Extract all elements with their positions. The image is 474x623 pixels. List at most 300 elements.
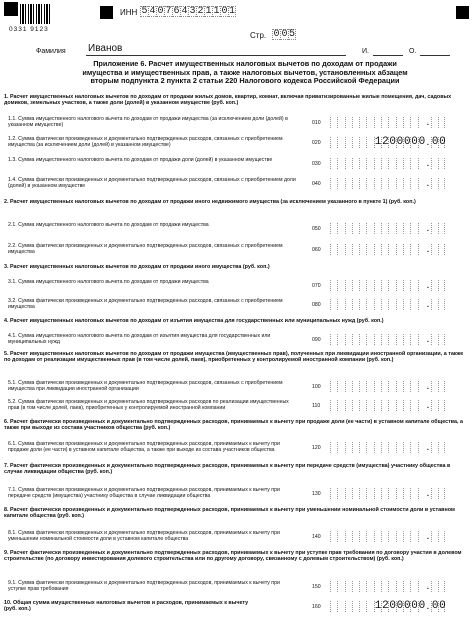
decimal-point: .: [426, 530, 430, 542]
kop-cell: [438, 299, 445, 310]
rub-cell: 0: [411, 600, 418, 612]
rub-cell: [396, 117, 403, 128]
rub-cell: 1: [374, 600, 382, 612]
rub-cell: [381, 442, 388, 453]
kop-field: [431, 244, 446, 255]
rub-cell: [418, 178, 425, 189]
row-code: 140: [312, 534, 321, 540]
initial-i-label: И.: [362, 48, 369, 55]
rub-cell: [410, 117, 417, 128]
row-code: 150: [312, 584, 321, 590]
rub-cell: [418, 244, 425, 255]
section-heading: 6. Расчет фактически произведенных и документально подтвержденных расходов, принимаемых к вычету при продаже доли (ее части) в уставном капитале общества, а также при выходе из состава участников общества (руб. коп.): [4, 419, 463, 432]
rub-cell: [396, 178, 403, 189]
kop-cell: [438, 400, 445, 411]
rub-cell: [388, 299, 395, 310]
rub-cell: [345, 158, 352, 169]
rub-cell: [374, 581, 381, 592]
digit-cell: 1: [213, 6, 220, 17]
rub-cell: [396, 244, 403, 255]
rub-cell: [381, 117, 388, 128]
amount-field[interactable]: [330, 488, 445, 499]
rub-cell: [330, 581, 337, 592]
rub-cell: [359, 334, 366, 345]
rub-cell: [345, 334, 352, 345]
rub-cell: [410, 581, 417, 592]
rub-cell: [396, 581, 403, 592]
kop-cell: [431, 117, 438, 128]
rub-cell: [352, 442, 359, 453]
rub-cell: [418, 442, 425, 453]
rub-cell: [337, 158, 344, 169]
rub-cell: [396, 299, 403, 310]
rub-cell: [418, 531, 425, 542]
rub-cell: [381, 581, 388, 592]
barcode: [20, 4, 50, 24]
section-heading: 3. Расчет имущественных налоговых вычетов по доходам от продажи иного имущества (руб. коп.): [4, 264, 270, 270]
rub-cell: [337, 601, 344, 612]
rub-cell: [359, 531, 366, 542]
rub-cell: [345, 601, 352, 612]
kop-cell: [438, 531, 445, 542]
surname-value[interactable]: Иванов: [88, 43, 123, 54]
amount-field[interactable]: [330, 158, 445, 169]
kop-field: [431, 488, 446, 499]
rub-cell: [381, 244, 388, 255]
rub-cell: [345, 244, 352, 255]
rub-cell: [345, 531, 352, 542]
rub-cell: [330, 488, 337, 499]
rub-cell: [330, 400, 337, 411]
rub-cell: [388, 381, 395, 392]
rub-cell: [418, 117, 425, 128]
rub-cell: [381, 299, 388, 310]
row-label: 2.2. Сумма фактически произведенных и документально подтвержденных расходов, связанных с приобретением имущества: [8, 243, 283, 255]
row-label: 3.1. Сумма имущественного налогового вычета по доходам от продажи имущества: [8, 279, 209, 285]
rub-cell: [388, 178, 395, 189]
kop-cell: [431, 299, 438, 310]
rub-cell: [403, 117, 410, 128]
kop-cell: [431, 280, 438, 291]
kop-cell: [438, 280, 445, 291]
digit-cell: 0: [221, 6, 228, 17]
kop-cell: 0: [439, 136, 446, 148]
amount-field[interactable]: [330, 601, 445, 612]
amount-field[interactable]: [330, 244, 445, 255]
rub-cell: [359, 244, 366, 255]
decimal-point: .: [426, 399, 430, 411]
decimal-point: .: [426, 580, 430, 592]
kop-cell: [438, 244, 445, 255]
kop-cell: [438, 442, 445, 453]
kop-field: [431, 280, 446, 291]
page-label: Стр.: [250, 31, 267, 40]
digit-cell: 0: [273, 29, 280, 40]
row-code: 020: [312, 140, 321, 146]
rub-cell: [337, 223, 344, 234]
rub-cell: [359, 581, 366, 592]
rub-cell: 0: [403, 600, 411, 612]
row-code: 080: [312, 302, 321, 308]
rub-cell: [330, 280, 337, 291]
rub-cell: [337, 117, 344, 128]
rub-cell: 2: [382, 136, 389, 148]
rub-cell: [366, 117, 373, 128]
rub-cell: [345, 442, 352, 453]
rub-cell: [337, 334, 344, 345]
rub-cell: [388, 223, 395, 234]
rub-cell: [359, 442, 366, 453]
rub-cell: [396, 334, 403, 345]
rub-cell: [418, 400, 425, 411]
rub-cell: [410, 223, 417, 234]
rub-cell: [388, 117, 395, 128]
kop-cell: 0: [431, 136, 439, 148]
section-heading: 5. Расчет имущественных налоговых вычетов по доходам от продажи имущества (имущественных прав), полученных при ликвидации иностранной организации, а также по доходам от реализации имущественных прав (в том числе долей, паев), приобретенных у контролируемой иностранной компании (руб. коп.): [4, 351, 464, 364]
digit-cell: 1: [229, 6, 236, 17]
amount-field[interactable]: [330, 442, 445, 453]
rub-cell: [403, 223, 410, 234]
rub-cell: [410, 244, 417, 255]
rub-cell: [418, 280, 425, 291]
rub-cell: [352, 531, 359, 542]
row-label: 4.1. Сумма имущественного налогового вычета по доходам от изъятия имущества для государственных или муниципальных нужд: [8, 333, 271, 345]
digit-cell: 0: [281, 29, 288, 40]
kop-field: [431, 581, 446, 592]
kop-cell: [438, 334, 445, 345]
rub-cell: [366, 280, 373, 291]
rub-cell: [330, 334, 337, 345]
rub-cell: [396, 442, 403, 453]
row-code: 050: [312, 226, 321, 232]
section-heading: 4. Расчет имущественных налоговых вычетов по доходам от изъятия имущества для государственных или муниципальных нужд (руб. коп.): [4, 318, 384, 324]
row-code: 010: [312, 120, 321, 126]
rub-cell: 0: [411, 136, 418, 148]
kop-cell: [431, 244, 438, 255]
row-label: 3.2. Сумма фактически произведенных и документально подтвержденных расходов, связанных с приобретением имущества: [8, 298, 283, 310]
corner-marker-left: [4, 2, 18, 16]
rub-cell: [374, 488, 381, 499]
rub-cell: [345, 488, 352, 499]
decimal-point: .: [426, 279, 430, 291]
rub-cell: [381, 400, 388, 411]
initial-o-underline: [420, 55, 450, 56]
rub-cell: [388, 531, 395, 542]
rub-cell: [330, 158, 337, 169]
rub-cell: [345, 400, 352, 411]
rub-cell: [374, 280, 381, 291]
kop-field: [431, 117, 446, 128]
kop-field: [431, 178, 446, 189]
kop-cell: [431, 158, 438, 169]
kop-cell: [431, 581, 438, 592]
digit-cell: 7: [165, 6, 172, 17]
rub-cell: [366, 299, 373, 310]
section-heading: 9. Расчет фактически произведенных и документально подтвержденных расходов, принимаемых к вычету при уступке прав требования по договору участия в долевом строительстве (по договору инвестирования долевого строительства или по другому договору, связанному с долевым строительством) (руб. коп.): [4, 550, 462, 563]
rub-cell: [374, 442, 381, 453]
rub-cell: 0: [418, 136, 426, 148]
amount-field[interactable]: [330, 117, 445, 128]
rub-cell: [403, 381, 410, 392]
rub-cell: [330, 299, 337, 310]
initial-i-underline: [373, 55, 403, 56]
rub-cell: [330, 223, 337, 234]
rub-cell: 0: [389, 136, 396, 148]
rub-cell: [345, 223, 352, 234]
rub-cell: [330, 442, 337, 453]
kop-cell: 0: [439, 600, 446, 612]
kop-cell: [438, 178, 445, 189]
rub-cell: [352, 299, 359, 310]
rub-cell: [374, 299, 381, 310]
decimal-point: .: [426, 177, 430, 189]
digit-cell: 0: [157, 6, 164, 17]
rub-cell: [330, 137, 337, 148]
kop-cell: [438, 158, 445, 169]
kop-cell: [431, 400, 438, 411]
rub-cell: [337, 280, 344, 291]
kop-field: [431, 400, 446, 411]
rub-cell: 0: [403, 136, 411, 148]
rub-cell: [337, 178, 344, 189]
rub-cell: [330, 531, 337, 542]
rub-cell: [337, 442, 344, 453]
row-code: 160: [312, 604, 321, 610]
row-code: 090: [312, 337, 321, 343]
kop-field: [431, 223, 446, 234]
rub-cell: [352, 488, 359, 499]
rub-cell: [388, 488, 395, 499]
row-code: 070: [312, 283, 321, 289]
rub-cell: [410, 299, 417, 310]
rub-cell: [366, 137, 373, 148]
decimal-point: .: [426, 380, 430, 392]
rub-cell: [403, 178, 410, 189]
rub-cell: [359, 137, 366, 148]
rub-cell: [359, 223, 366, 234]
row-label: 6.1. Сумма фактически произведенных и документально подтвержденных расходов, принимаемых к вычету при продаже доли (ее части) в уставном капитале общества, а также при выходе из состава участников общества: [8, 441, 280, 453]
amount-field[interactable]: [330, 400, 445, 411]
rub-cell: [366, 244, 373, 255]
rub-cell: [345, 117, 352, 128]
rub-cell: [337, 488, 344, 499]
rub-cell: [330, 601, 337, 612]
rub-cell: [396, 531, 403, 542]
decimal-point: .: [426, 441, 430, 453]
kop-field: [431, 334, 446, 345]
rub-cell: [352, 158, 359, 169]
rub-cell: [374, 178, 381, 189]
barcode-number: 0331 9123: [9, 26, 49, 33]
rub-cell: [381, 531, 388, 542]
rub-cell: [359, 178, 366, 189]
rub-cell: [388, 581, 395, 592]
rub-cell: [366, 158, 373, 169]
section-heading: 1. Расчет имущественных налоговых вычетов по доходам от продажи жилых домов, квартир, комнат, включая приватизированные жилые помещения, дач, садовых домиков, земельных участков, а также доли (долей) в указанном имуществе (руб. коп.): [4, 94, 452, 107]
rub-cell: [366, 531, 373, 542]
rub-cell: 2: [382, 600, 389, 612]
kop-cell: [438, 381, 445, 392]
rub-cell: [337, 581, 344, 592]
surname-underline: [86, 55, 346, 56]
digit-cell: 1: [205, 6, 212, 17]
row-code: 130: [312, 491, 321, 497]
rub-cell: [403, 299, 410, 310]
rub-cell: [374, 334, 381, 345]
rub-cell: 1: [374, 136, 382, 148]
rub-cell: [388, 244, 395, 255]
rub-cell: [366, 581, 373, 592]
digit-cell: 5: [289, 29, 296, 40]
rub-cell: [410, 531, 417, 542]
rub-cell: [359, 280, 366, 291]
rub-cell: [403, 158, 410, 169]
title-line-2: имущества и имущественных прав, а также налоговых вычетов, установленных абзацем: [82, 67, 408, 77]
amount-field[interactable]: [330, 299, 445, 310]
rub-cell: [381, 381, 388, 392]
rub-cell: [374, 381, 381, 392]
row-code: 120: [312, 445, 321, 451]
rub-cell: [352, 581, 359, 592]
decimal-point: .: [426, 298, 430, 310]
rub-cell: [366, 223, 373, 234]
digit-cell: 4: [149, 6, 156, 17]
kop-cell: [438, 117, 445, 128]
rub-cell: [359, 158, 366, 169]
rub-cell: [352, 137, 359, 148]
kop-cell: [438, 223, 445, 234]
rub-cell: [337, 137, 344, 148]
amount-field[interactable]: [330, 223, 445, 234]
rub-cell: [396, 381, 403, 392]
kop-field: [431, 601, 446, 612]
rub-cell: [418, 158, 425, 169]
rub-cell: [403, 280, 410, 291]
rub-cell: [366, 334, 373, 345]
digit-cell: 5: [141, 6, 148, 17]
rub-cell: [403, 442, 410, 453]
appendix-title: [40, 60, 450, 86]
decimal-point: .: [426, 243, 430, 255]
kop-field: [431, 299, 446, 310]
rub-cell: 0: [418, 600, 426, 612]
row-code: 110: [312, 403, 321, 409]
kop-cell: [438, 488, 445, 499]
kop-field: [431, 158, 446, 169]
rub-cell: [396, 223, 403, 234]
kop-field: [431, 137, 446, 148]
digit-cell: 4: [181, 6, 188, 17]
rub-cell: [337, 531, 344, 542]
kop-field: [431, 381, 446, 392]
rub-cell: [410, 280, 417, 291]
rub-cell: [352, 178, 359, 189]
rub-cell: 0: [396, 600, 404, 612]
rub-cell: [403, 334, 410, 345]
kop-cell: [431, 223, 438, 234]
decimal-point: .: [426, 487, 430, 499]
corner-marker-mid: [100, 6, 113, 19]
kop-cell: [431, 334, 438, 345]
decimal-point: .: [426, 116, 430, 128]
kop-cell: [431, 488, 438, 499]
rub-cell: [403, 581, 410, 592]
kop-cell: [438, 581, 445, 592]
rub-cell: [403, 400, 410, 411]
digit-cell: 6: [173, 6, 180, 17]
rub-cell: [352, 117, 359, 128]
amount-field[interactable]: [330, 334, 445, 345]
amount-field[interactable]: [330, 531, 445, 542]
rub-cell: [359, 400, 366, 411]
rub-cell: [330, 117, 337, 128]
rub-cell: [337, 381, 344, 392]
amount-field[interactable]: [330, 178, 445, 189]
row-code: 100: [312, 384, 321, 390]
title-line-3: вторым подпункта 2 пункта 2 статьи 220 Налогового кодекса Российской Федерации: [90, 76, 400, 85]
rub-cell: [337, 400, 344, 411]
rub-cell: [396, 280, 403, 291]
rub-cell: [345, 381, 352, 392]
rub-cell: [418, 223, 425, 234]
rub-cell: [345, 280, 352, 291]
amount-field[interactable]: [330, 280, 445, 291]
rub-cell: [418, 381, 425, 392]
rub-cell: [366, 400, 373, 411]
rub-cell: [381, 280, 388, 291]
page-number-field[interactable]: [272, 29, 296, 40]
decimal-point: .: [426, 333, 430, 345]
rub-cell: [388, 442, 395, 453]
rub-cell: [410, 334, 417, 345]
inn-field[interactable]: [140, 6, 236, 17]
rub-cell: [410, 178, 417, 189]
rub-cell: [345, 581, 352, 592]
section-heading: 2. Расчет имущественных налоговых вычетов по доходам от продажи иного недвижимого имущества (за исключением указанного в пункте 1) (руб. коп.): [4, 199, 416, 205]
inn-label: ИНН: [120, 8, 138, 17]
amount-field[interactable]: [330, 137, 445, 148]
rub-cell: [352, 381, 359, 392]
rub-cell: [366, 178, 373, 189]
rub-cell: [352, 244, 359, 255]
rub-cell: [418, 488, 425, 499]
decimal-point: .: [426, 157, 430, 169]
amount-field[interactable]: [330, 581, 445, 592]
section-heading: 10. Общая сумма имущественных налоговых вычетов и расходов, принимаемых к вычету (руб. коп.): [4, 600, 249, 613]
rub-cell: [330, 381, 337, 392]
rub-cell: [359, 488, 366, 499]
rub-cell: [410, 488, 417, 499]
rub-cell: [359, 381, 366, 392]
rub-cell: [366, 601, 373, 612]
rub-cell: [374, 244, 381, 255]
rub-cell: [337, 244, 344, 255]
row-code: 040: [312, 181, 321, 187]
row-label: 2.1. Сумма имущественного налогового вычета по доходам от продажи имущества: [8, 222, 209, 228]
rub-cell: 0: [396, 136, 404, 148]
digit-cell: 2: [197, 6, 204, 17]
rub-cell: [410, 381, 417, 392]
row-code: 030: [312, 161, 321, 167]
amount-field[interactable]: [330, 381, 445, 392]
rub-cell: [345, 137, 352, 148]
kop-cell: [431, 381, 438, 392]
rub-cell: [359, 117, 366, 128]
kop-field: [431, 531, 446, 542]
rub-cell: [396, 400, 403, 411]
kop-cell: [431, 178, 438, 189]
rub-cell: [396, 488, 403, 499]
